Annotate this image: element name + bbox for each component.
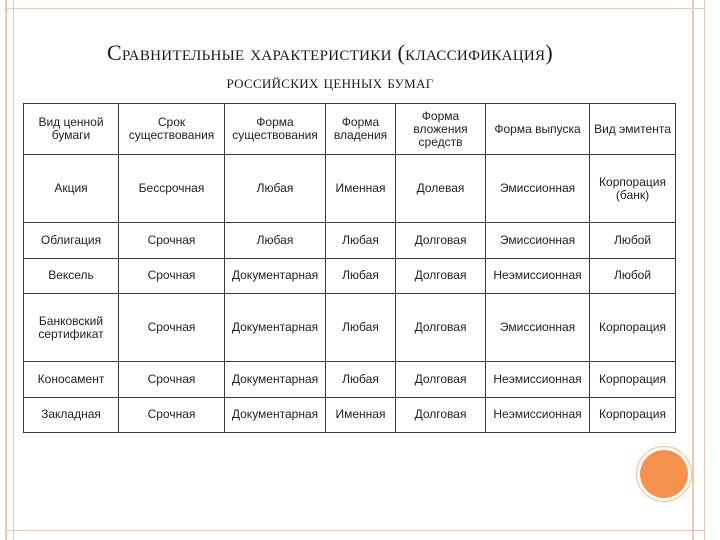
table-cell: Корпорация (590, 362, 676, 397)
table-cell: Любая (225, 223, 326, 258)
table-cell: Срочная (119, 258, 225, 293)
table-cell: Документарная (225, 397, 326, 432)
table-cell: Долговая (396, 223, 486, 258)
table-cell: Любой (590, 223, 676, 258)
table-cell: Эмиссионная (486, 155, 590, 223)
table-cell: Любая (326, 293, 396, 361)
table-row (24, 258, 676, 293)
frame-line-top (5, 8, 705, 9)
table-cell: Любая (225, 155, 326, 223)
column-header: Форма существования (225, 104, 326, 155)
table-cell: Вексель (24, 258, 119, 293)
table-cell: Срочная (119, 293, 225, 361)
table-cell: Неэмиссионная (486, 258, 590, 293)
table-cell: Долговая (396, 397, 486, 432)
table-cell: Именная (326, 397, 396, 432)
table-cell: Именная (326, 155, 396, 223)
table-cell: Любой (590, 258, 676, 293)
table-cell: Корпорация (590, 293, 676, 361)
table-row (24, 293, 676, 361)
table-cell: Бессрочная (119, 155, 225, 223)
table-cell: Срочная (119, 362, 225, 397)
table-cell: Документарная (225, 362, 326, 397)
column-header: Форма владения (326, 104, 396, 155)
column-header: Срок существования (119, 104, 225, 155)
table-row (24, 155, 676, 223)
table-cell: Банковский сертификат (24, 293, 119, 361)
table-cell: Долговая (396, 293, 486, 361)
table-row (24, 223, 676, 258)
table-cell: Срочная (119, 397, 225, 432)
table-row (24, 397, 676, 432)
frame-line-right-inner (704, 0, 705, 540)
table-cell: Корпорация (590, 397, 676, 432)
table-cell: Любая (326, 362, 396, 397)
page-title-line2: российских ценных бумаг (226, 72, 434, 93)
table-cell: Неэмиссионная (486, 397, 590, 432)
frame-line-right (692, 0, 694, 540)
frame-line-bottom (5, 530, 705, 531)
table-cell: Срочная (119, 223, 225, 258)
table-cell: Документарная (225, 258, 326, 293)
table-cell: Эмиссионная (486, 223, 590, 258)
decorative-circle-icon (640, 450, 688, 498)
column-header: Вид эмитента (590, 104, 676, 155)
table-cell: Любая (326, 223, 396, 258)
table-cell: Неэмиссионная (486, 362, 590, 397)
table-cell: Коносамент (24, 362, 119, 397)
column-header: Вид ценной бумаги (24, 104, 119, 155)
table-cell: Эмиссионная (486, 293, 590, 361)
table-cell: Долговая (396, 258, 486, 293)
table-cell: Корпорация (банк) (590, 155, 676, 223)
securities-table (23, 103, 676, 433)
table-cell: Любая (326, 258, 396, 293)
table-header-row (24, 104, 676, 155)
column-header: Форма вложения средств (396, 104, 486, 155)
table-cell: Долговая (396, 362, 486, 397)
table-cell: Долевая (396, 155, 486, 223)
table-cell: Документарная (225, 293, 326, 361)
page-title-line1: Сравнительные характеристики (классификация) (106, 40, 553, 65)
table-row (24, 362, 676, 397)
table-cell: Закладная (24, 397, 119, 432)
table-cell: Акция (24, 155, 119, 223)
table-cell: Облигация (24, 223, 119, 258)
column-header: Форма выпуска (486, 104, 590, 155)
